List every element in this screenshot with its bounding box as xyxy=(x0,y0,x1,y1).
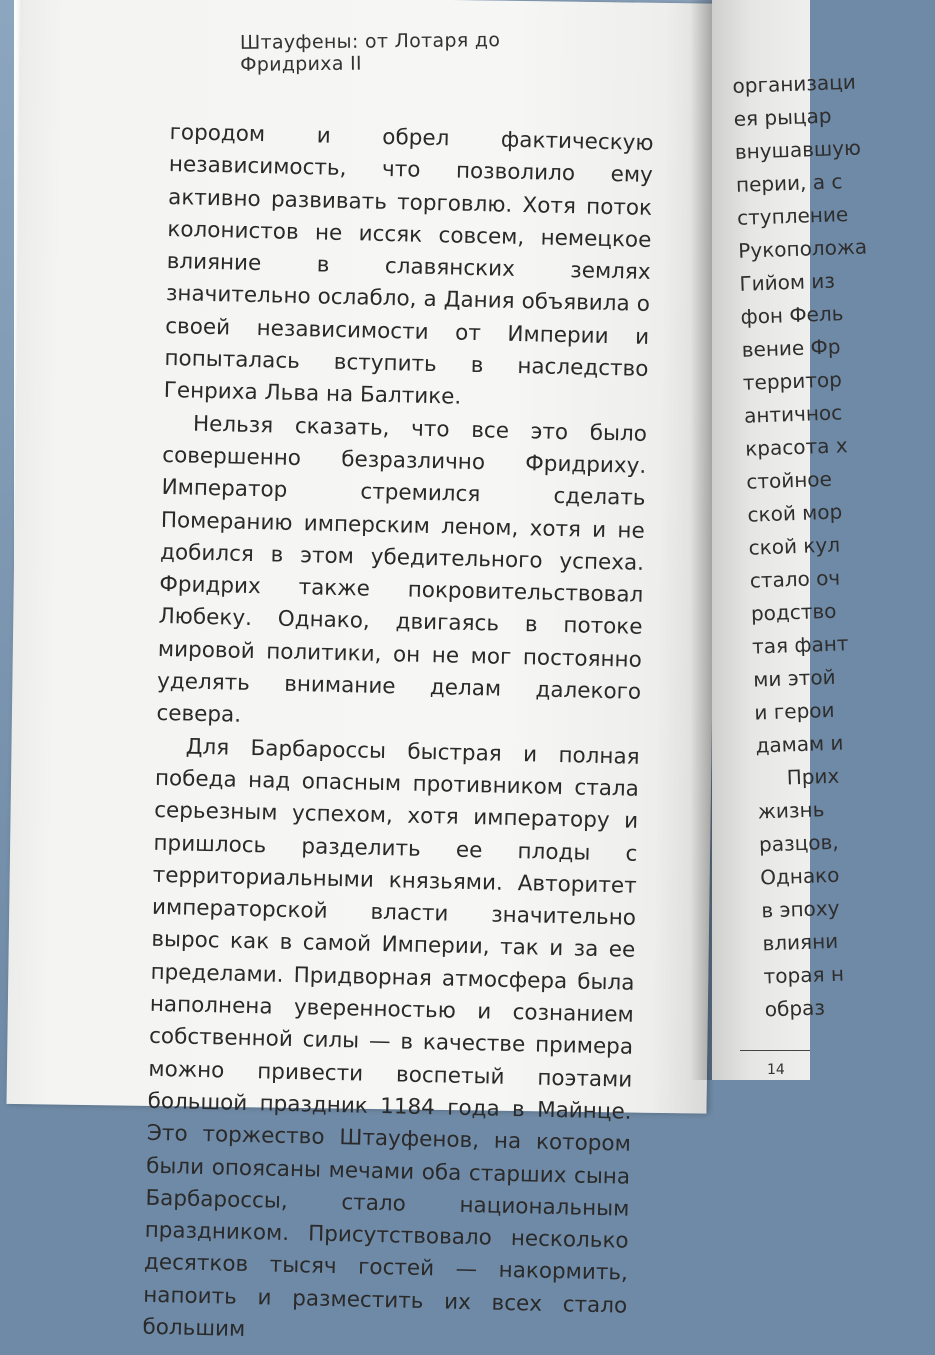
right-page-text xyxy=(732,64,935,1026)
right-line: образ xyxy=(764,995,826,1022)
right-line: перии, а с xyxy=(735,169,843,197)
right-line: жизнь xyxy=(757,797,825,824)
body-text xyxy=(142,117,654,1355)
right-line: вение Фр xyxy=(741,334,841,362)
right-line: фон Фель xyxy=(740,301,844,329)
right-line: организаци xyxy=(732,69,857,98)
right-line: стало оч xyxy=(749,565,841,593)
right-line: стойное xyxy=(745,466,833,494)
right-line: влияни xyxy=(762,928,839,956)
right-page xyxy=(712,0,868,1080)
paragraph: Нельзя сказать, что все это было совершенно безразлично Фридриху. Император стремился сделать Померанию имперским леном, хотя и не добился в этом убедительного успеха. Фридрих также покровительствовал Любеку. Однако, двигаясь в потоке мировой политики, он не мог постоянно уделять внимание делам далекого севера. xyxy=(156,411,648,729)
right-line: Прих xyxy=(786,763,840,790)
paragraph: городом и обрел фактическую независимость, что позволило ему активно развивать торговлю. Хотя поток колонистов не иссяк совсем, немецкое влияние в славянских землях значительно ослабло, а Дания объявила о своей независимости от Империи и попыталась вступить в наследство Генриха Льва на Балтике. xyxy=(163,119,654,411)
right-line: Однако xyxy=(759,862,840,890)
right-line: ми этой xyxy=(752,664,836,692)
right-line: тая фант xyxy=(751,631,849,659)
right-line: территор xyxy=(742,367,843,395)
right-line: ступление xyxy=(736,202,849,230)
right-line: в эпоху xyxy=(760,895,840,923)
paragraph: Для Барбароссы быстрая и полная победа над опасным противником стала серьезным успехом, хотя императору и пришлось разделить ее плоды с территориальными князьями. Авторитет императорской власти значительно вырос как в самой Империи, так и за ее пределами. Придворная атмосфера была наполнена уверенностью и сознанием собственной силы — в качестве примера можно привести воспетый поэтами большой праздник 1184 года в Майнце. Это торжество Штауфенов, на котором были опоясаны мечами оба старших сына Барбароссы, стало национальным праздником. Присутствовало несколько десятков тысяч гостей — накормить, напоить и разместить их всех стало большим xyxy=(142,734,640,1342)
right-line: красота х xyxy=(744,433,848,461)
footnote-rule xyxy=(740,1050,810,1051)
right-line: дамам и xyxy=(755,730,844,758)
running-head: Штауфены: от Лотаря до Фридриха II xyxy=(239,29,501,76)
right-line: ея рыцар xyxy=(733,103,832,131)
right-line: ской мор xyxy=(747,499,843,527)
right-line: родство xyxy=(750,598,837,626)
right-line: Рукоположа xyxy=(737,234,868,263)
right-line: внушавшую xyxy=(734,135,862,164)
right-line: античнос xyxy=(743,400,843,428)
right-line: ской кул xyxy=(748,532,841,560)
right-line: торая н xyxy=(763,961,845,989)
right-line: и герои xyxy=(754,697,835,725)
page-number: 14 xyxy=(767,1062,785,1078)
right-line: разцов, xyxy=(758,829,840,857)
right-line: Гийом из xyxy=(739,268,836,296)
